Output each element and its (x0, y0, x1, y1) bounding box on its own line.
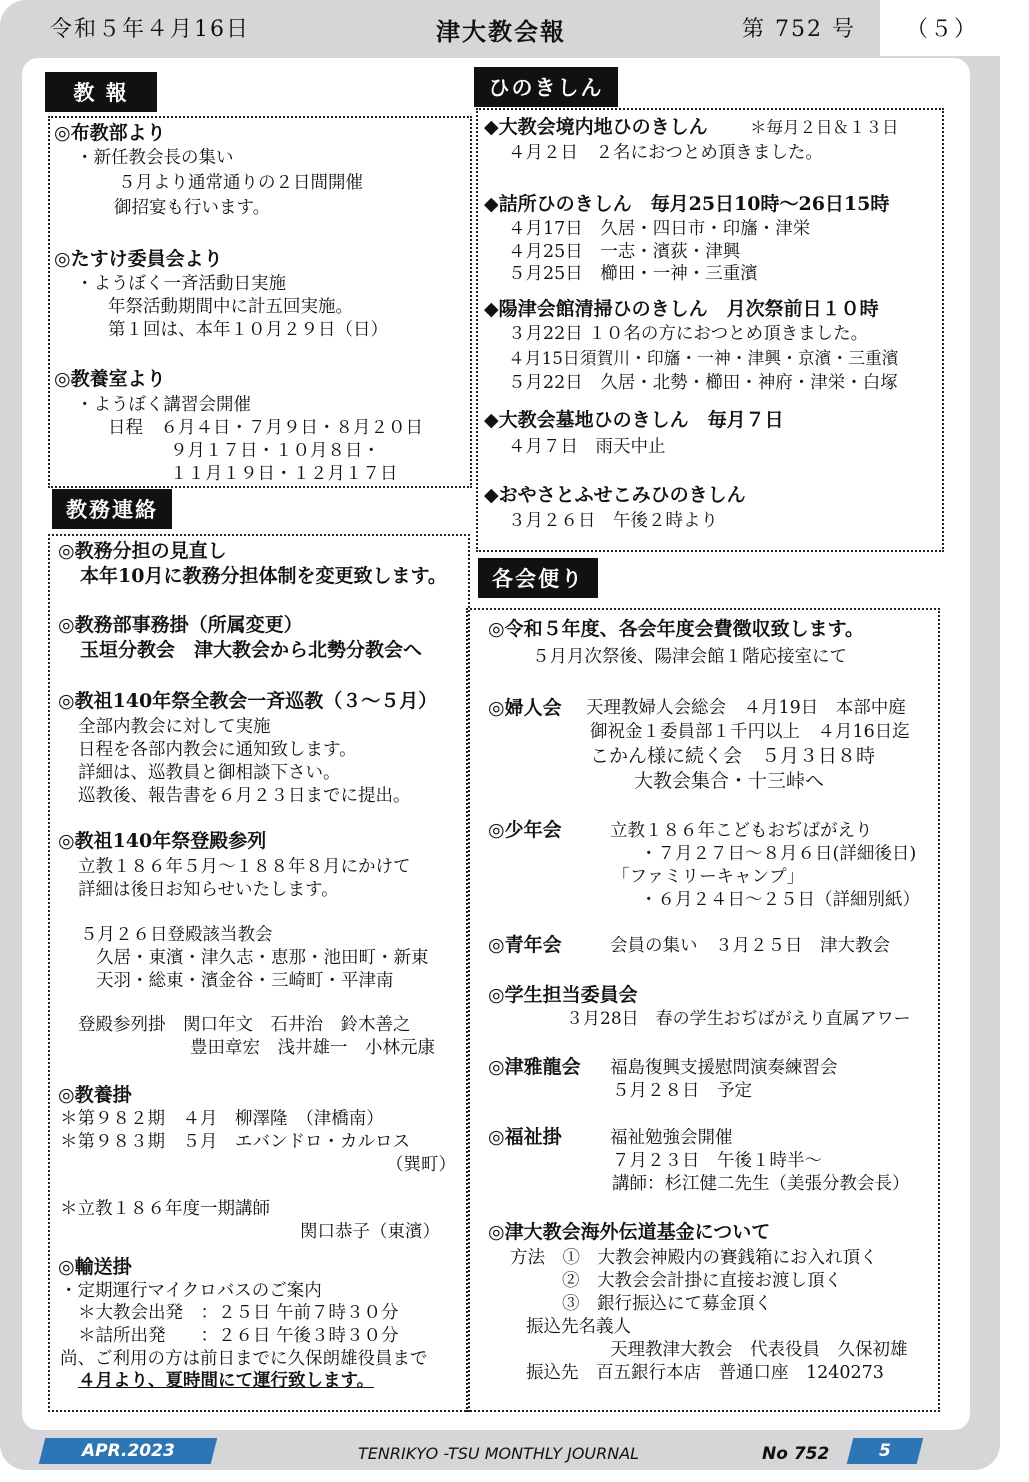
kyoho-line: 御招宴も行います。 (114, 198, 271, 218)
hinokishin-line: ４月25日 一志・濱荻・津興 (508, 242, 741, 262)
kakukai-line: 振込先名義人 (526, 1317, 631, 1337)
kyomu-line: 巡教後、報告書を６月２３日までに提出。 (78, 786, 411, 806)
kyomu-line: ＊大教会出発 ：２５日 午前７時３０分 (78, 1303, 399, 1323)
hinokishin-heading: ひのきしん (474, 67, 618, 107)
kyoho-line: ・新任教会長の集い (76, 148, 234, 168)
kyomu-line: 関口恭子（東濱） (300, 1222, 440, 1242)
kakukai-line: 講師：杉江健二先生（美張分教会長） (612, 1174, 910, 1194)
footer-date-bar (39, 1438, 217, 1464)
kakukai-line: ３月28日 春の学生おぢばがえり直属アワー (566, 1009, 911, 1029)
hinokishin-line: ３月22日 １０名の方におつとめ頂きました。 (508, 324, 869, 344)
kakukai-line: 福祉勉強会開催 (610, 1128, 733, 1148)
kyomu-line: 豊田章宏 浅井雄一 小林元康 (190, 1038, 435, 1058)
hinokishin-line: ◆陽津会館清掃ひのきしん 月次祭前日１０時 (484, 298, 879, 320)
kyomu-line: 玉垣分教会 津大教会から北勢分教会へ (80, 639, 423, 661)
hinokishin-line: ３月２６日 午後２時より (508, 511, 718, 531)
kyoho-line: ５月より通常通りの２日間開催 (118, 173, 363, 193)
kakukai-line: 天理教津大教会 代表役員 久保初雄 (610, 1340, 908, 1360)
kakukai-line: ◎津雅龍会 (488, 1056, 581, 1078)
kakukai-line: ◎福祉掛 (488, 1126, 562, 1148)
header-title: 津大教会報 (436, 17, 566, 46)
kakukai-line: 福島復興支援慰問演奏練習会 (610, 1058, 838, 1078)
kyomu-line: 全部内教会に対して実施 (78, 717, 271, 737)
kakukai-line: ７月２３日 午後１時半～ (612, 1151, 822, 1171)
kakukai-line: ◎婦人会 (488, 697, 562, 719)
kyomu-line: （巽町） (386, 1155, 456, 1175)
kakukai-line: ５月月次祭後、陽津会館１階応接室にて (532, 647, 847, 667)
hinokishin-line: ◆大教会境内地ひのきしん (484, 116, 708, 138)
kyomu-line: 日程を各部内教会に通知致します。 (78, 740, 357, 760)
kyomu-line: ◎教務部事務掛（所属変更） (58, 614, 303, 636)
kyomu-line: ◎教祖140年祭全教会一斉巡教（３～５月） (58, 690, 438, 712)
kakukai-line: 御祝金１委員部１千円以上 ４月16日迄 (590, 722, 910, 742)
kyoho-line: ・ようぼく講習会開催 (76, 395, 251, 415)
kyomu-line: ◎教祖140年祭登殿参列 (58, 830, 267, 852)
hinokishin-line: ＊毎月２日＆１３日 (750, 118, 899, 137)
footer-journal: TENRIKYO -TSU MONTHLY JOURNAL (358, 1444, 640, 1463)
kyomu-line: 尚、ご利用の方は前日までに久保朗雄役員まで (60, 1349, 428, 1369)
hinokishin-line: ◆おやさとふせこみひのきしん (484, 484, 746, 506)
kyomu-line: 詳細は後日お知らせいたします。 (78, 880, 339, 900)
kakukai-line: ◎青年会 (488, 934, 562, 956)
kakukai-heading: 各会便り (478, 558, 598, 598)
hinokishin-line: ４月17日 久居・四日市・印旛・津栄 (508, 219, 811, 239)
kyomu-line: ＊第９８３期 ５月 エバンドロ・カルロス (60, 1132, 410, 1152)
kakukai-line: こかん様に続く会 ５月３日８時 (590, 745, 876, 767)
kakukai-line: ◎津大教会海外伝道基金について (488, 1221, 771, 1243)
kyomu-line: 本年10月に教務分担体制を変更致します。 (80, 565, 447, 587)
kyoho-line: ◎たすけ委員会より (54, 248, 223, 270)
kyomu-line: ・定期運行マイクロバスのご案内 (60, 1281, 322, 1301)
hinokishin-line: ５月25日 櫛田・一神・三重濱 (508, 264, 758, 284)
kyomu-line: 久居・東濱・津久志・恵那・池田町・新東 (96, 948, 429, 968)
kyomu-line: ＊第９８２期 ４月 柳澤隆 （津橋南） (60, 1109, 384, 1129)
kakukai-line: ◎学生担当委員会 (488, 984, 638, 1006)
kyomu-heading: 教務連絡 (52, 489, 172, 529)
kakukai-line: 天理教婦人会総会 ４月19日 本部中庭 (586, 698, 906, 718)
kyoho-line: 年祭活動期間中に計五回実施。 (108, 297, 353, 317)
kyoho-line: ◎教養室より (54, 368, 166, 390)
kyomu-line: ＊立教１８６年度一期講師 (60, 1199, 270, 1219)
kyoho-line: １１月１９日・１２月１７日 (170, 464, 398, 484)
hinokishin-line: ◆大教会墓地ひのきしん 毎月７日 (484, 409, 784, 431)
kyomu-line: 天羽・総東・濱金谷・三崎町・平津南 (96, 971, 394, 991)
kakukai-line: 大教会集合・十三峠へ (634, 770, 825, 792)
kyomu-line: ◎輸送掛 (58, 1256, 132, 1278)
kakukai-line: ③ 銀行振込にて募金頂く (562, 1294, 772, 1314)
kyomu-line: ◎教養掛 (58, 1084, 132, 1106)
footer-number: No 752 (762, 1444, 830, 1464)
kakukai-line: 振込先 百五銀行本店 普通口座 1240273 (526, 1363, 884, 1383)
kyoho-line: 日程 ６月４日・７月９日・８月２０日 (108, 418, 423, 438)
kyomu-line: 立教１８６年５月～１８８年８月にかけて (78, 857, 411, 877)
kakukai-line: ５月２８日 予定 (612, 1081, 752, 1101)
kakukai-line: ② 大教会会計掛に直接お渡し頂く (562, 1271, 842, 1291)
footer-page-bar (847, 1438, 923, 1464)
kakukai-line: ・７月２７日～８月６日(詳細後日) (640, 844, 917, 864)
header-date: 令和５年４月16日 (50, 17, 250, 42)
header-issue: 第 752 号 (742, 17, 856, 42)
hinokishin-line: ４月15日須賀川・印旛・一神・津興・京濱・三重濱 (508, 348, 899, 368)
kyoho-heading: 教 報 (45, 72, 157, 112)
kakukai-line: ◎令和５年度、各会年度会費徴収致します。 (488, 618, 865, 640)
kyomu-line: ４月より、夏時間にて運行致します。 (78, 1371, 375, 1391)
kakukai-line: 立教１８６年こどもおぢばがえり (610, 821, 873, 841)
hinokishin-line: ４月２日 ２名におつとめ頂きました。 (508, 143, 823, 163)
hinokishin-line: ５月22日 久居・北勢・櫛田・神府・津栄・白塚 (508, 373, 898, 393)
footer-page: 5 (879, 1441, 891, 1461)
kyomu-line: ５月２６日登殿該当教会 (80, 925, 273, 945)
kakukai-line: 方法 ① 大教会神殿内の賽銭箱にお入れ頂く (510, 1248, 878, 1268)
kakukai-line: 「ファミリーキャンプ」 (612, 867, 805, 887)
hinokishin-line: ◆詰所ひのきしん 毎月25日10時～26日15時 (484, 193, 890, 215)
kyoho-line: ・ようぼく一斉活動日実施 (76, 274, 286, 294)
kyomu-line: ＊詰所出発 ：２６日 午後３時３０分 (78, 1326, 399, 1346)
kyomu-line: ◎教務分担の見直し (58, 540, 227, 562)
kakukai-line: ◎少年会 (488, 819, 562, 841)
hinokishin-line: ４月７日 雨天中止 (508, 437, 666, 457)
kakukai-line: 会員の集い ３月２５日 津大教会 (610, 936, 890, 956)
kyoho-line: 第１回は、本年１０月２９日（日） (108, 320, 388, 340)
kyomu-line: 詳細は、巡教員と御相談下さい。 (78, 763, 341, 783)
header-page: （５） (906, 17, 979, 42)
footer-date: APR.2023 (81, 1441, 175, 1461)
kyoho-line: ◎布教部より (54, 122, 166, 144)
kyomu-line: 登殿参列掛 関口年文 石井治 鈴木善之 (78, 1015, 411, 1035)
kakukai-line: ・６月２４日～２５日（詳細別紙） (640, 890, 920, 910)
kyoho-line: ９月１７日・１０月８日・ (170, 441, 380, 461)
